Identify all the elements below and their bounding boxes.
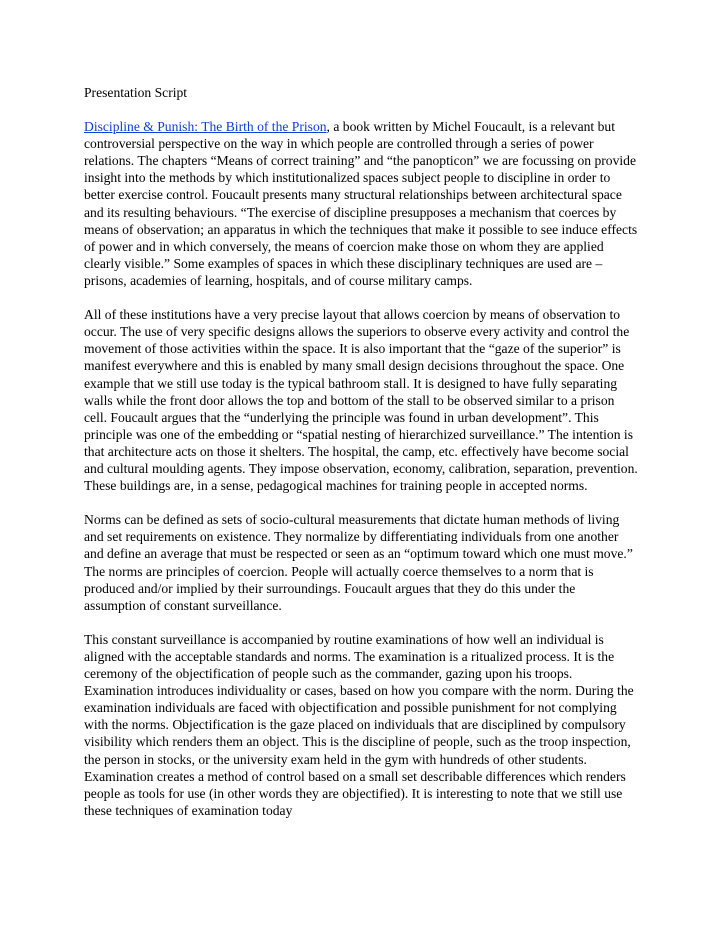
document-title: Presentation Script [84, 85, 188, 100]
book-title-link[interactable]: Discipline & Punish: The Birth of the Prison [84, 119, 327, 135]
paragraph-2: All of these institutions have a very precise layout that allows coercion by means of observation to occur. The use of very specific designs allows the superiors to observe every activity and control the movement of those activities within the space. It is also important that the “gaze of the superior” is manifest everywhere and this is enabled by many small design decisions throughout the space. One example that we still use today is the typical bathroom stall. It is designed to have fully separating walls while the front door allows the top and bottom of the stall to be observed similar to a prison cell. Foucault argues that the “underlying the principle was found in urban development”. This principle was one of the embedding or “spatial nesting of hierarchized surveillance.” The intention is that architecture acts on those it shelters. The hospital, the camp, etc. effectively have become social and cultural moulding agents. They impose observation, economy, calibration, separation, prevention. These buildings are, in a sense, pedagogical machines for training people in accepted norms. [84, 307, 638, 494]
paragraph-3: Norms can be defined as sets of socio-cultural measurements that dictate human methods of living and set requirements on existence. They normalize by differentiating individuals from one another and define an average that must be respected or seen as an “optimum toward which one must move.” The norms are principles of coercion. People will actually coerce themselves to a norm that is produced and/or implied by their surroundings. Foucault argues that they do this under the assumption of constant surveillance. [84, 512, 633, 613]
paragraph-1-text: , a book written by Michel Foucault, is a relevant but controversial perspective on the way in which people are controlled through a series of power relations. The chapters “Means of correct training” and “the panopticon” we are focussing on provide insight into the methods by which institutionalized spaces subject people to discipline in order to better exercise control. Foucault presents many structural relationships between architectural space and its resulting behaviours. “The exercise of discipline presupposes a mechanism that coerces by means of observation; an apparatus in which the techniques that make it possible to see induce effects of power and in which conversely, the means of coercion make those on whom they are applied clearly visible.” Some examples of spaces in which these disciplinary techniques are used are – prisons, academies of learning, hospitals, and of course military camps. [84, 119, 638, 288]
paragraph-4: This constant surveillance is accompanied by routine examinations of how well an individual is aligned with the acceptable standards and norms. The examination is a ritualized process. It is the ceremony of the objectification of people such as the commander, gazing upon his troops. Examination introduces individuality or cases, based on how you compare with the norm. During the examination individuals are faced with objectification and possible punishment for not complying with the norms. Objectification is the gaze placed on individuals that are disciplined by compulsory visibility which renders them an object. This is the discipline of people, such as the troop inspection, the person in stocks, or the university exam held in the gym with hundreds of other students. Examination creates a method of control based on a small set describable differences which renders people as tools for use (in other words they are objectified). It is interesting to note that we still use these techniques of examination today [84, 631, 634, 818]
document-body [84, 84, 640, 836]
paragraph-1 [84, 118, 640, 289]
